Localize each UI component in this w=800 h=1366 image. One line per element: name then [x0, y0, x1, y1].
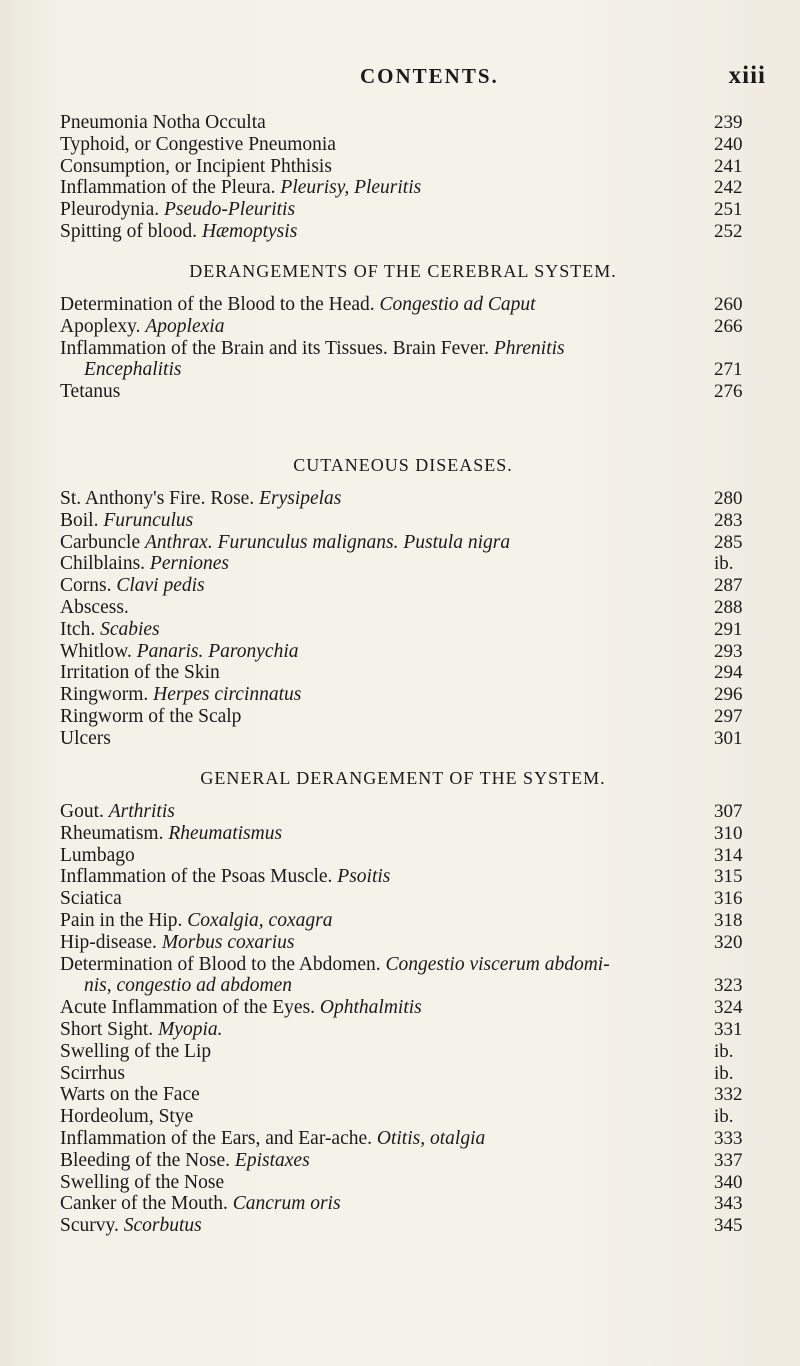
entry-page-number: ib. [714, 1040, 734, 1062]
entry-english-name: Whitlow. [60, 640, 132, 662]
toc-entry [60, 597, 766, 619]
entry-english-name: Abscess. [60, 596, 129, 618]
toc-entry [60, 1150, 766, 1172]
entry-title [60, 294, 536, 316]
entry-latin-name: Erysipelas [259, 488, 342, 509]
toc-entry [60, 1063, 766, 1085]
heading-spacer [60, 480, 766, 488]
entry-page-number: 288 [714, 596, 743, 618]
entry-english-name: Inflammation of the Brain and its Tissues. Brain Fever. [60, 337, 489, 359]
toc-entry [60, 619, 766, 641]
toc-entry [60, 975, 766, 997]
entry-english-name: Itch. [60, 618, 96, 640]
entry-latin-name: Phrenitis [493, 337, 565, 359]
toc-entry [60, 1128, 766, 1150]
entry-title [60, 221, 297, 243]
section-heading: GENERAL DERANGEMENT OF THE SYSTEM. [200, 768, 606, 788]
entry-title [60, 488, 341, 510]
entry-english-name: Sciatica [60, 888, 122, 910]
toc-entry [60, 1084, 766, 1106]
entry-title [60, 888, 122, 910]
toc-entry [60, 932, 766, 954]
entry-title [60, 112, 266, 134]
entry-title [60, 134, 336, 156]
entry-english-name: Hip-disease. [60, 931, 157, 953]
entry-title [60, 316, 224, 338]
entry-page-number: ib. [714, 1106, 734, 1128]
entry-title [60, 575, 205, 597]
entry-page-number: 343 [714, 1193, 743, 1215]
entry-english-name: Swelling of the Lip [60, 1040, 212, 1062]
toc-entry [60, 1215, 766, 1237]
entry-latin-name: Myopia. [158, 1018, 223, 1040]
entry-english-name: Lumbago [60, 844, 135, 866]
entry-title [60, 706, 241, 728]
running-head [0, 62, 800, 96]
entry-title [60, 684, 301, 706]
entry-english-name: Acute Inflammation of the Eyes. [60, 997, 316, 1019]
toc-entry [60, 728, 766, 750]
toc-entry [60, 662, 766, 684]
entry-english-name: Inflammation of the Pleura. [60, 177, 276, 199]
entry-latin-name: Congestio ad Caput [379, 294, 536, 315]
entry-latin-name: Epistaxes [234, 1149, 310, 1171]
toc-entry [60, 532, 766, 554]
toc-entry [60, 1172, 766, 1194]
toc-entry [60, 997, 766, 1019]
entry-english-name: Bleeding of the Nose. [60, 1149, 231, 1171]
toc-entry [60, 338, 766, 360]
heading-spacer [60, 286, 766, 294]
entry-title [60, 1215, 202, 1237]
entry-title [60, 975, 292, 997]
entry-english-name: Irritation of the Skin [60, 662, 220, 684]
entry-page-number: 307 [714, 801, 743, 822]
toc-entry [60, 553, 766, 575]
entry-latin-name: Apoplexia [145, 315, 225, 337]
entry-title [60, 381, 120, 403]
entry-english-name: Ringworm of the Scalp [60, 705, 242, 727]
entry-page-number: 293 [714, 640, 743, 662]
entry-title [60, 866, 390, 888]
toc-entry [60, 177, 766, 199]
entry-title [60, 1106, 193, 1128]
entry-latin-name: Morbus coxarius [161, 931, 295, 953]
toc-entry [60, 684, 766, 706]
entry-page-number: 297 [714, 705, 743, 727]
entry-latin-name: Pleurisy, Pleuritis [280, 177, 422, 199]
entry-english-name: Ulcers [60, 727, 111, 749]
entry-latin-name: Otitis, otalgia [376, 1127, 486, 1149]
entry-page-number: 251 [714, 199, 743, 221]
toc-entry [60, 910, 766, 932]
entry-page-number: 285 [714, 531, 743, 553]
section-heading: DERANGEMENTS OF THE CEREBRAL SYSTEM. [189, 261, 617, 281]
entry-english-name: Inflammation of the Ears, and Ear-ache. [60, 1127, 373, 1149]
entry-page-number: 280 [714, 488, 743, 509]
entry-page-number: 291 [714, 618, 743, 640]
entry-page-number: 271 [714, 359, 743, 381]
entry-latin-name: Perniones [149, 553, 229, 575]
entry-title [60, 641, 299, 663]
entry-page-number: 296 [714, 684, 743, 706]
entry-english-name: Scirrhus [60, 1062, 125, 1084]
entry-page-number: 320 [714, 931, 743, 953]
entry-page-number: 314 [714, 844, 743, 866]
entry-english-name: Spitting of blood. [60, 220, 198, 242]
entry-latin-name: Scabies [100, 618, 160, 640]
entry-english-name: Canker of the Mouth. [60, 1193, 228, 1215]
entry-latin-name: Cancrum oris [232, 1193, 341, 1215]
entry-english-name: Carbuncle [60, 531, 141, 553]
toc-entry [60, 866, 766, 888]
entry-english-name: Warts on the Face [60, 1084, 200, 1106]
entry-title [60, 728, 111, 750]
entry-page-number: 242 [714, 177, 743, 199]
entry-title [60, 997, 422, 1019]
toc-entry [60, 1106, 766, 1128]
entry-english-name: Apoplexy. [60, 315, 141, 337]
entry-page-number: 266 [714, 315, 743, 337]
section-cutaneous-diseases [60, 450, 766, 750]
entry-english-name: Pneumonia Notha Occulta [60, 112, 266, 133]
toc-entry [60, 575, 766, 597]
entry-latin-name: nis, congestio ad abdomen [84, 975, 292, 997]
entry-title [60, 1041, 211, 1063]
section-heading: CUTANEOUS DISEASES. [293, 455, 513, 475]
entry-title [60, 553, 229, 575]
entry-english-name: Ringworm. [60, 684, 149, 706]
entry-page-number: 318 [714, 909, 743, 931]
entry-english-name: Determination of Blood to the Abdomen. [60, 953, 381, 975]
entry-latin-name: Herpes circinnatus [153, 684, 302, 706]
toc-entry [60, 954, 766, 976]
entry-title [60, 619, 160, 641]
toc-entry [60, 221, 766, 243]
entry-page-number: 301 [714, 727, 743, 749]
entry-page-number: ib. [714, 553, 734, 575]
entry-page-number: 283 [714, 509, 743, 531]
toc-entry [60, 294, 766, 316]
entry-english-name: Consumption, or Incipient Phthisis [60, 155, 332, 177]
toc-entry [60, 1193, 766, 1215]
entry-english-name: Tetanus [60, 381, 121, 403]
entry-latin-name: Hæmoptysis [201, 220, 298, 242]
page-number: xiii [728, 62, 766, 89]
entry-page-number: 331 [714, 1018, 743, 1040]
running-title: CONTENTS. [360, 64, 499, 88]
entry-title [60, 359, 181, 381]
entry-page-number: 315 [714, 866, 743, 888]
entry-title [60, 1084, 200, 1106]
entry-page-number: 310 [714, 822, 743, 844]
toc-entry [60, 1019, 766, 1041]
toc-entry [60, 641, 766, 663]
entry-latin-name: Furunculus [103, 509, 194, 531]
entry-title [60, 199, 295, 221]
entry-page-number: 337 [714, 1149, 743, 1171]
entry-page-number: 323 [714, 975, 743, 997]
entry-page-number: 287 [714, 575, 743, 597]
entry-page-number: ib. [714, 1062, 734, 1084]
entry-english-name: Hordeolum, Stye [60, 1106, 194, 1128]
entry-english-name: Determination of the Blood to the Head. [60, 294, 375, 315]
heading-spacer [60, 793, 766, 801]
entry-english-name: Typhoid, or Congestive Pneumonia [60, 133, 336, 155]
toc-entry [60, 316, 766, 338]
entry-title [60, 338, 565, 360]
toc-entry [60, 801, 766, 823]
entry-page-number: 241 [714, 155, 743, 177]
entry-latin-name: Clavi pedis [116, 575, 205, 597]
entry-english-name: Short Sight. [60, 1018, 154, 1040]
section-cerebral-system [60, 256, 766, 403]
entry-page-number: 345 [714, 1215, 743, 1237]
entry-title [60, 1063, 125, 1085]
entry-title [60, 1193, 341, 1215]
entry-english-name: Pain in the Hip. [60, 909, 183, 931]
toc-entry [60, 134, 766, 156]
entry-latin-name: Congestio viscerum abdomi- [385, 953, 610, 975]
entry-latin-name: Pseudo-Pleuritis [163, 199, 296, 221]
entry-english-name: Swelling of the Nose [60, 1171, 225, 1193]
entry-title [60, 156, 332, 178]
section-respiratory-continued [60, 112, 766, 243]
entry-latin-name: Panaris. Paronychia [136, 640, 299, 662]
entry-title [60, 1019, 223, 1041]
entry-title [60, 823, 282, 845]
toc-entry [60, 488, 766, 510]
entry-english-name: Rheumatism. [60, 822, 164, 844]
entry-page-number: 239 [714, 112, 743, 133]
toc-entry [60, 888, 766, 910]
toc-entry [60, 359, 766, 381]
entry-page-number: 324 [714, 997, 743, 1019]
entry-title [60, 845, 135, 867]
entry-latin-name: Scorbutus [123, 1215, 202, 1237]
entry-latin-name: Rheumatismus [168, 822, 283, 844]
entry-title [60, 1172, 224, 1194]
entry-latin-name: Encephalitis [84, 359, 182, 381]
entry-page-number: 294 [714, 662, 743, 684]
entry-title [60, 1150, 310, 1172]
entry-page-number: 332 [714, 1084, 743, 1106]
entry-latin-name: Ophthalmitis [319, 997, 422, 1019]
entry-latin-name: Arthritis [108, 801, 175, 822]
entry-page-number: 340 [714, 1171, 743, 1193]
entry-title [60, 954, 610, 976]
toc-entry [60, 381, 766, 403]
toc-entry [60, 199, 766, 221]
entry-page-number: 260 [714, 294, 743, 315]
toc-entry [60, 1041, 766, 1063]
entry-english-name: Corns. [60, 575, 112, 597]
entry-title [60, 662, 220, 684]
entry-title [60, 801, 175, 823]
entry-latin-name: Anthrax. Furunculus malignans. Pustula nigra [145, 531, 511, 553]
entry-page-number: 316 [714, 888, 743, 910]
toc-entry [60, 510, 766, 532]
entry-title [60, 597, 129, 619]
toc-entry [60, 706, 766, 728]
entry-title [60, 177, 421, 199]
entry-english-name: Scurvy. [60, 1215, 119, 1237]
entry-latin-name: Psoitis [337, 866, 391, 888]
toc-entry [60, 823, 766, 845]
entry-english-name: Inflammation of the Psoas Muscle. [60, 866, 333, 888]
toc-entry [60, 112, 766, 134]
entry-english-name: Pleurodynia. [60, 199, 160, 221]
entry-title [60, 932, 295, 954]
entry-title [60, 910, 332, 932]
entry-english-name: Chilblains. [60, 553, 146, 575]
entry-english-name: Gout. [60, 801, 104, 822]
entry-latin-name: Coxalgia, coxagra [187, 909, 333, 931]
toc-entry [60, 845, 766, 867]
entry-page-number: 276 [714, 381, 743, 403]
entry-title [60, 532, 510, 554]
section-general-derangement [60, 763, 766, 1237]
entry-english-name: Boil. [60, 509, 99, 531]
entry-page-number: 333 [714, 1127, 743, 1149]
entry-page-number: 240 [714, 133, 743, 155]
toc-entry [60, 156, 766, 178]
entry-page-number: 252 [714, 220, 743, 242]
entry-english-name: St. Anthony's Fire. Rose. [60, 488, 255, 509]
entry-title [60, 1128, 485, 1150]
entry-title [60, 510, 193, 532]
